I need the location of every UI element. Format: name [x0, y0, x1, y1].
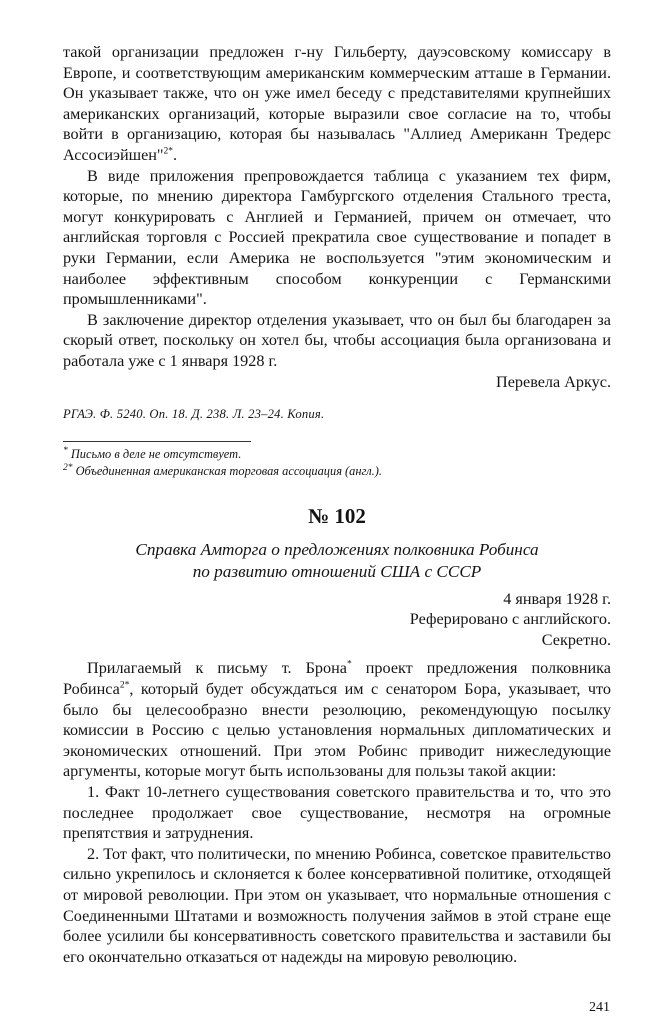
- document-note-translation: Реферировано с английского.: [409, 610, 611, 629]
- document-paragraph-3: 2. Тот факт, что политически, по мнению Робинса, советское правительство сильно укрепилось и склоняется к более консервативной политике, отходящей от мировой революции. При этом он указывает, что нормальные отношения с Соединенными Штатами и возможность получения займов в этой стране еще более усилили бы консервативность советского правительства и заставили бы его окончательно отказаться от надежды на мировую революцию.: [63, 844, 611, 966]
- paragraph-continuation-1: такой организации предложен г-ну Гильберту, дауэсовскому комиссару в Европе, и соответствующим американским коммерческим атташе в Германии. Он указывает также, что он уже имел беседу с представителями крупнейших американских организаций, которые выразили свое согласие на то, чтобы войти в организацию, которая бы называлась "Аллиед Американн Тредерс Ассосиэйшен"$^{2*}$.: [63, 43, 611, 164]
- footnote-ref: 2*: [163, 146, 174, 157]
- document-title: Справка Амторга о предложениях полковника Робинса по развитию отношений США с СССР: [135, 539, 539, 581]
- document-note-secret: Секретно.: [541, 630, 611, 649]
- page-number: 241: [589, 1000, 610, 1015]
- footnote-divider: [63, 441, 251, 442]
- document-number: № 102: [308, 503, 366, 528]
- archive-source: РГАЭ. Ф. 5240. Оп. 18. Д. 238. Л. 23–24. Копия.: [63, 407, 325, 422]
- document-page: [63, 42, 611, 967]
- paragraph-continuation-2: В виде приложения препровождается таблица с указанием тех фирм, которые, по мнению директора Гамбургского отделения Стального треста, могут конкурировать с Англией и Германией, причем он отмечает, что английская торговля с Россией прекратила свое существование и попадет в руки Германии, если Америка не воспользуется "этим экономическим и наиболее эффективным способом конкуренции с Германскими промышленниками".: [63, 166, 611, 309]
- paragraph-continuation-3: В заключение директор отделения указывает, что он был бы благодарен за скорый ответ, поскольку он хотел бы, чтобы ассоциация была организована и работала уже с 1 января 1928 г.: [63, 310, 611, 370]
- footnote-2: $^{2*}$ Объединенная американская торговая ассоциация (англ.).: [63, 462, 382, 478]
- footnote-1: * Письмо в деле не отсутствует.: [63, 445, 242, 461]
- document-date: 4 января 1928 г.: [503, 589, 611, 608]
- document-paragraph-2: 1. Факт 10-летнего существования советского правительства и то, что это последнее продолжает свое существование, несмотря на огромные препятствия и затруднения.: [63, 783, 611, 843]
- translator-signature: Перевела Аркус.: [496, 372, 611, 391]
- document-paragraph-1: Прилагаемый к письму т. Брона* проект предложения полковника Робинса$^{2*}$, который будет обсуждаться им с сенатором Бора, указывает, что было бы целесообразно внести резолюцию, рекомендующую посылку комиссии в Россию с целью установления нормальных дипломатических и экономических отношений. При этом Робинс приводит нижеследующие аргументы, которые могут быть использованы для пользы такой акции:: [63, 659, 611, 781]
